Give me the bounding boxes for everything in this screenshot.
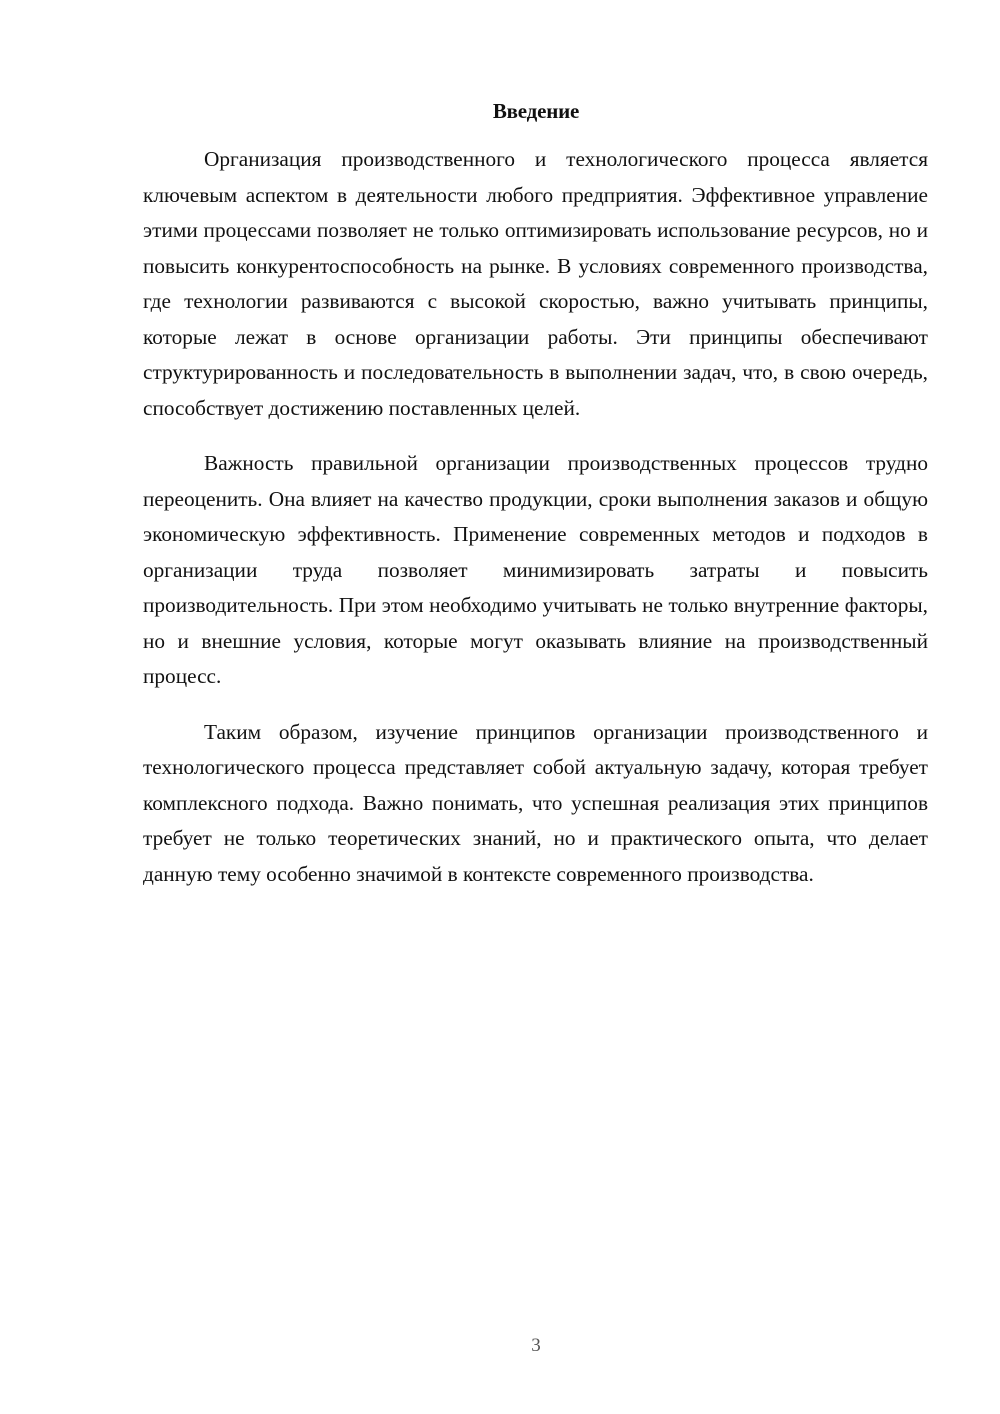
paragraph-3: Таким образом, изучение принципов организации производственного и технологического процесса представляет собой актуальную задачу, которая требует комплексного подхода. Важно понимать, что успешная реализация этих принципов требует не только теоретических знаний, но и практического опыта, что делает данную тему особенно значимой в контексте современного производства. [143, 719, 928, 886]
body-text [143, 142, 928, 912]
paragraph-1: Организация производственного и технологического процесса является ключевым аспектом в деятельности любого предприятия. Эффективное управление этими процессами позволяет не только оптимизировать использование ресурсов, но и повысить конкурентоспособность на рынке. В условиях современного производства, где технологии развиваются с высокой скоростью, важно учитывать принципы, которые лежат в основе организации работы. Эти принципы обеспечивают структурированность и последовательность в выполнении задач, что, в свою очередь, способствует достижению поставленных целей. [143, 147, 928, 420]
section-title: Введение [492, 99, 580, 123]
paragraph-2: Важность правильной организации производственных процессов трудно переоценить. Она влияет на качество продукции, сроки выполнения заказов и общую экономическую эффективность. Применение современных методов и подходов в организации труда позволяет минимизировать затраты и повысить производительность. При этом необходимо учитывать не только внутренние факторы, но и внешние условия, которые могут оказывать влияние на производственный процесс. [143, 451, 928, 688]
page-number: 3 [531, 1335, 541, 1356]
